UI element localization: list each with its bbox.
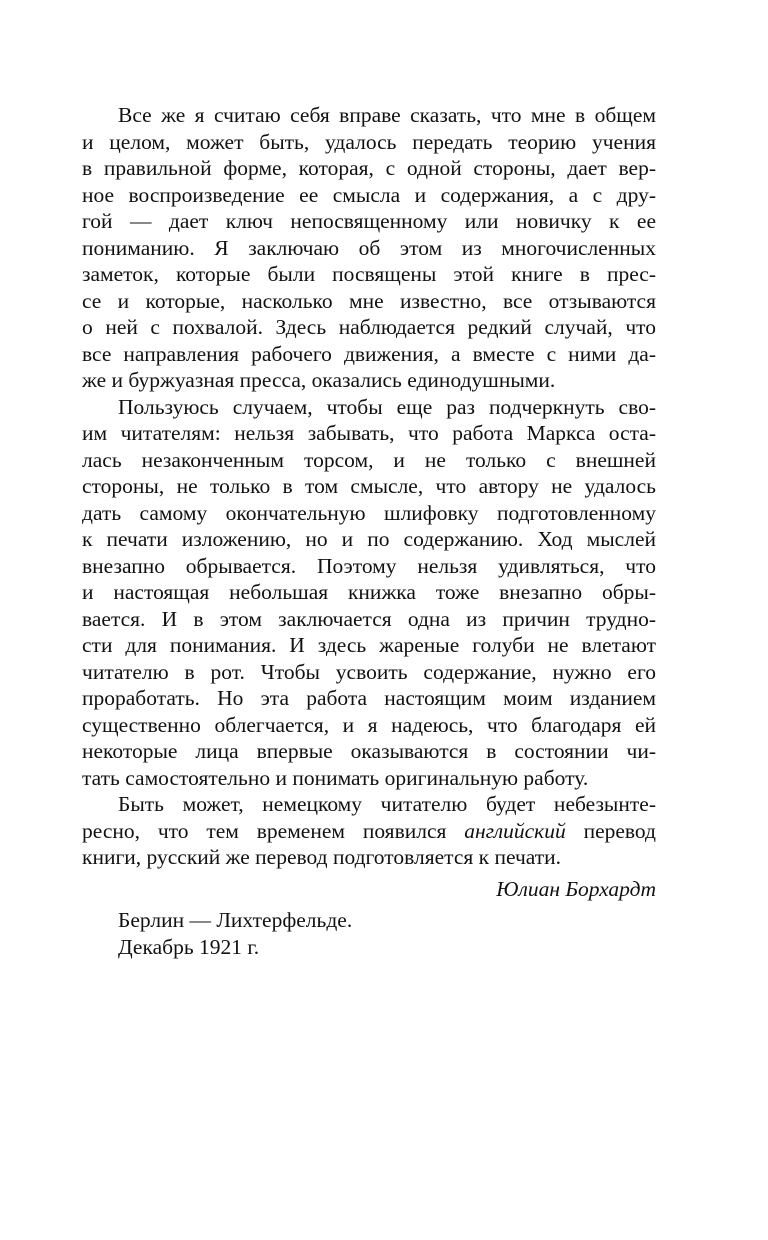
place-line: Берлин — Лихтерфельде. [118,908,353,932]
text-line: заметок, которые были посвящены этой книге в прес- [82,262,656,286]
text-line: дать самому окончательную шлифовку подготовленному [82,500,656,525]
text-line: пониманию. Я заключаю об этом из многочисленных [82,235,656,260]
author-signature: Юлиан Борхардт [496,876,656,901]
text-line: в правильной форме, которая, с одной стороны, дает вер- [82,156,656,180]
document-page [82,102,656,960]
text-line: существенно облегчается, и я надеюсь, что благодаря ей [82,712,656,737]
text-line: внезапно обрывается. Поэтому нельзя удивляться, что [82,553,656,578]
text-line: и целом, может быть, удалось передать теорию учения [82,129,656,154]
paragraph-1 [82,102,656,394]
text-line: гой — дает ключ непосвященному или новичку к ее [82,209,656,233]
paragraph-2 [82,394,656,792]
text-line: же и буржуазная пресса, оказались единодушными. [82,368,556,392]
text-line: ное воспроизведение ее смысла и содержания, а с дру- [82,182,656,207]
text-line: се и которые, насколько мне известно, все отзываются [82,288,656,313]
text-line: и настоящая небольшая книжка тоже внезапно обры- [82,580,656,604]
text-line: о ней с похвалой. Здесь наблюдается редкий случай, что [82,315,656,339]
text-line: некоторые лица впервые оказываются в состоянии чи- [82,739,656,763]
text-segment: ресно, что тем временем появился [82,818,465,843]
text-line: тать самостоятельно и понимать оригинальную работу. [82,765,589,790]
text-line: Быть может, немецкому читателю будет небезынте- [118,792,656,816]
text-line: все направления рабочего движения, а вместе с ними да- [82,341,656,366]
text-line: стороны, не только в том смысле, что автору не удалось [82,474,656,498]
text-line: сти для понимания. И здесь жареные голуби не влетают [82,633,656,657]
date-line: Декабрь 1921 г. [118,934,260,959]
text-line: читателю в рот. Чтобы усвоить содержание, нужно его [82,659,656,684]
emphasized-word: английский [464,818,566,843]
text-line: Все же я считаю себя вправе сказать, что мне в общем [118,103,656,127]
text-line: книги, русский же перевод подготовляется к печати. [82,845,562,869]
text-line: проработать. Но эта работа настоящим моим изданием [82,686,656,710]
text-line: вается. И в этом заключается одна из причин трудно- [82,606,656,631]
text-line: им читателям: нельзя забывать, что работа Маркса оста- [82,421,656,445]
text-segment: перевод [565,818,656,843]
text-line: лась незаконченным торсом, и не только с внешней [82,447,656,472]
text-line: к печати изложению, но и по содержанию. Ход мыслей [82,527,656,551]
paragraph-3 [82,791,656,871]
text-line: Пользуюсь случаем, чтобы еще раз подчеркнуть сво- [118,394,656,419]
text-line [82,818,656,845]
